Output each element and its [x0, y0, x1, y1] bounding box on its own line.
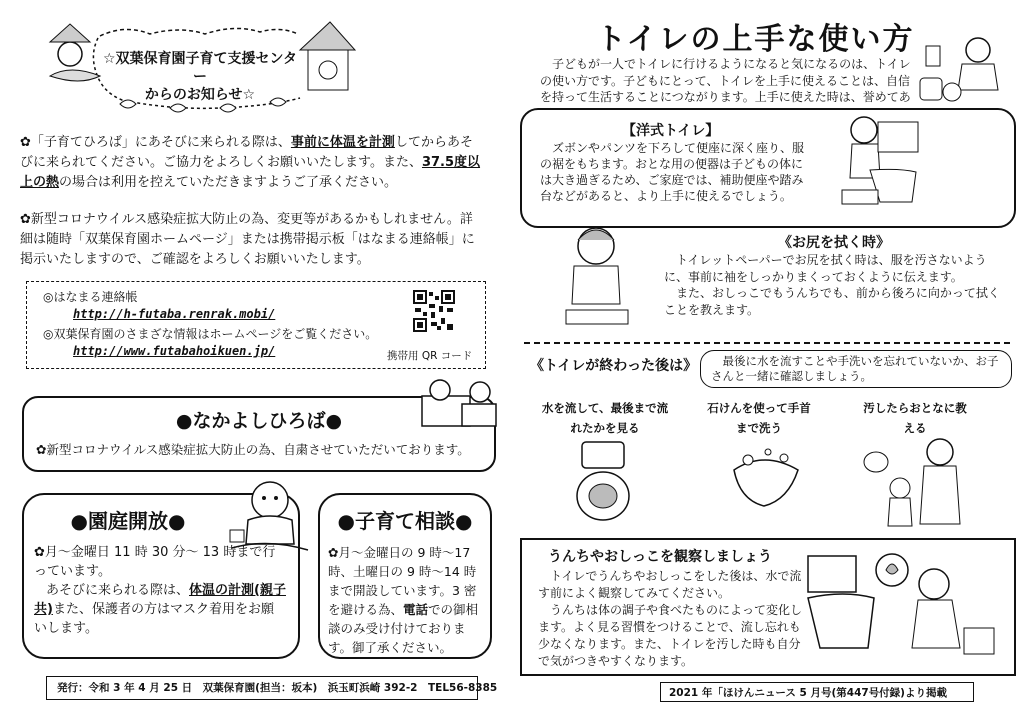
entei-text1: ✿月～金曜日 11 時 30 分～ 13 時まで行っています。 — [34, 545, 276, 579]
toilet-flush-illustration — [568, 440, 638, 524]
header-title-line2: からのお知らせ☆ — [144, 87, 256, 103]
link-homepage-label: ◎双葉保育園のさまざな情報はホームページをご覧ください。 — [43, 327, 378, 341]
soudan-emphasis-phone: 電話 — [403, 602, 429, 617]
child-sandbox-illustration — [222, 478, 312, 558]
wipe-heading: 《お尻を拭く時》 — [778, 235, 890, 251]
publisher-text: 発行：令和 3 年 4 月 25 日 双葉保育園(担当：坂本) 浜玉町浜崎 392-2 TEL56-8385 — [57, 682, 498, 694]
nakayoshi-text: ✿新型コロナウイルス感染症拡大防止の為、自粛させていただいております。 — [36, 442, 470, 457]
children-playing-illustration — [418, 374, 502, 432]
notice1-text3: してからあそびに来られてください。ご協力をよろしくお願いいたします。また、 — [20, 135, 473, 170]
child-wiping-illustration — [548, 222, 648, 330]
notice2-text: 新型コロナウイルス感染症拡大防止の為、変更等があるかもしれません。詳細は随時「双葉保育園ホームページ」または携帯掲示板「はなまる連絡帳」に掲示いたしますので、ご確認をよろしくお願いいたします。 — [20, 212, 475, 267]
child-on-toilet-illustration — [820, 112, 940, 212]
soudan-title: ●子育て相談● — [337, 509, 473, 533]
soudan-text3: での御相談のみ受け付けております。御了承ください。 — [328, 602, 479, 655]
step-tell-adult-label: 汚したらおとなに教える — [863, 401, 967, 435]
notice-1 — [20, 133, 485, 193]
section-divider — [524, 342, 1010, 344]
link-hanamaru-url[interactable]: http://h-futaba.renrak.mobi/ — [73, 307, 276, 321]
western-heading: 【洋式トイレ】 — [622, 123, 720, 139]
wipe-body — [664, 252, 1010, 318]
wipe-text-2: また、おしっこでもうんちでも、前から後ろに向かって拭くことを教えます。 — [664, 286, 1000, 317]
wipe-text-1: トイレットペーパーでお尻を拭く時は、服を汚さないように、事前に袖をしっかりまくっておくように伝えます。 — [664, 253, 987, 284]
observe-text-2: うんちは体の調子や食べたものによって変化します。よく見る習慣をつけることで、流し忘れも少なくなります。また、トイレを汚した時も自分で気がつきやすくなります。 — [538, 603, 803, 668]
nakayoshi-title: ●なかよしひろば● — [175, 410, 343, 432]
after-speech-bubble — [700, 350, 1012, 388]
hand-washing-illustration — [724, 440, 808, 516]
after-bubble-text: 最後に水を流すことや手洗いを忘れていないか、お子さんと一緒に確認しましょう。 — [711, 354, 999, 383]
entei-title: ●園庭開放● — [70, 509, 186, 533]
link-homepage-url[interactable]: http://www.futabahoikuen.jp/ — [73, 344, 276, 358]
publisher-footer — [46, 676, 498, 700]
observe-text-1: トイレでうんちやおしっこをした後は、水で流す前によく観察してみてください。 — [538, 569, 802, 600]
toilet-child-header-illustration — [912, 30, 1012, 106]
observe-heading: うんちやおしっこを観察しましょう — [548, 549, 772, 565]
notice1-text1: 「子育てひろば」にあそびに来られる際は、 — [30, 135, 291, 150]
child-observing-illustration — [804, 548, 1004, 664]
links-box — [26, 281, 486, 369]
header-title-line1: ☆双葉保育園子育て支援センター — [103, 51, 297, 85]
bullet-flower-icon: ✿ — [20, 212, 31, 227]
entei-text2: あそびに来られる際は、 — [46, 583, 190, 598]
notice1-emphasis-temperature: 事前に体温を計測 — [290, 135, 395, 150]
western-text: ズボンやパンツを下ろして便座に深く座り、服の裾をもちます。おとな用の便器は子どもの体には大き過ぎるため、ご家庭では、補助便座や踏み台などがあると、より上手に使えるでしょう。 — [540, 141, 805, 203]
soudan-text1: ✿月～金曜日の 9 時～17 時、土曜日の 9 時～14 時まで開設しています。3 密を避ける為、 — [328, 545, 477, 617]
qr-caption: 携帯用 QR コード — [387, 350, 473, 362]
intro-text: 子どもが一人でトイレに行けるようになると気になるのは、トイレの使い方です。子どもにとって、トイレを上手に使えることは、自信を持って生活することにつながります。上手に使えた時は、誉めてあ — [540, 57, 911, 104]
step-wash-label: 石けんを使って手首まで洗う — [707, 401, 811, 435]
page-title: トイレの上手な使い方 — [596, 22, 915, 57]
notice-2 — [20, 210, 485, 270]
after-heading: 《トイレが終わった後は》 — [530, 358, 698, 374]
observe-body — [538, 568, 808, 670]
western-toilet-section — [520, 108, 1016, 228]
source-text: 2021 年「ほけんニュース 5 月号(第447号付録)より掲載 — [669, 687, 947, 699]
bullet-flower-icon: ✿ — [20, 135, 31, 150]
entei-text4: また、保護者の方はマスク着用をお願いします。 — [34, 602, 274, 636]
header-banner — [30, 14, 360, 114]
notice1-emphasis-fever: 37.5度以上の熱 — [20, 155, 481, 190]
notice1-text5: の場合は利用を控えていただきますようご了承ください。 — [59, 175, 398, 190]
soudan-body — [328, 543, 484, 657]
entei-emphasis: 体温の計測(親子共) — [34, 583, 286, 617]
soudan-section — [318, 493, 492, 659]
qr-code[interactable] — [413, 290, 455, 332]
step-flush-label: 水を流して、最後まで流れたかを見る — [541, 401, 669, 435]
link-hanamaru-label: ◎はなまる連絡帳 — [43, 290, 138, 304]
child-and-adult-illustration — [860, 436, 970, 528]
source-credit — [660, 682, 974, 702]
